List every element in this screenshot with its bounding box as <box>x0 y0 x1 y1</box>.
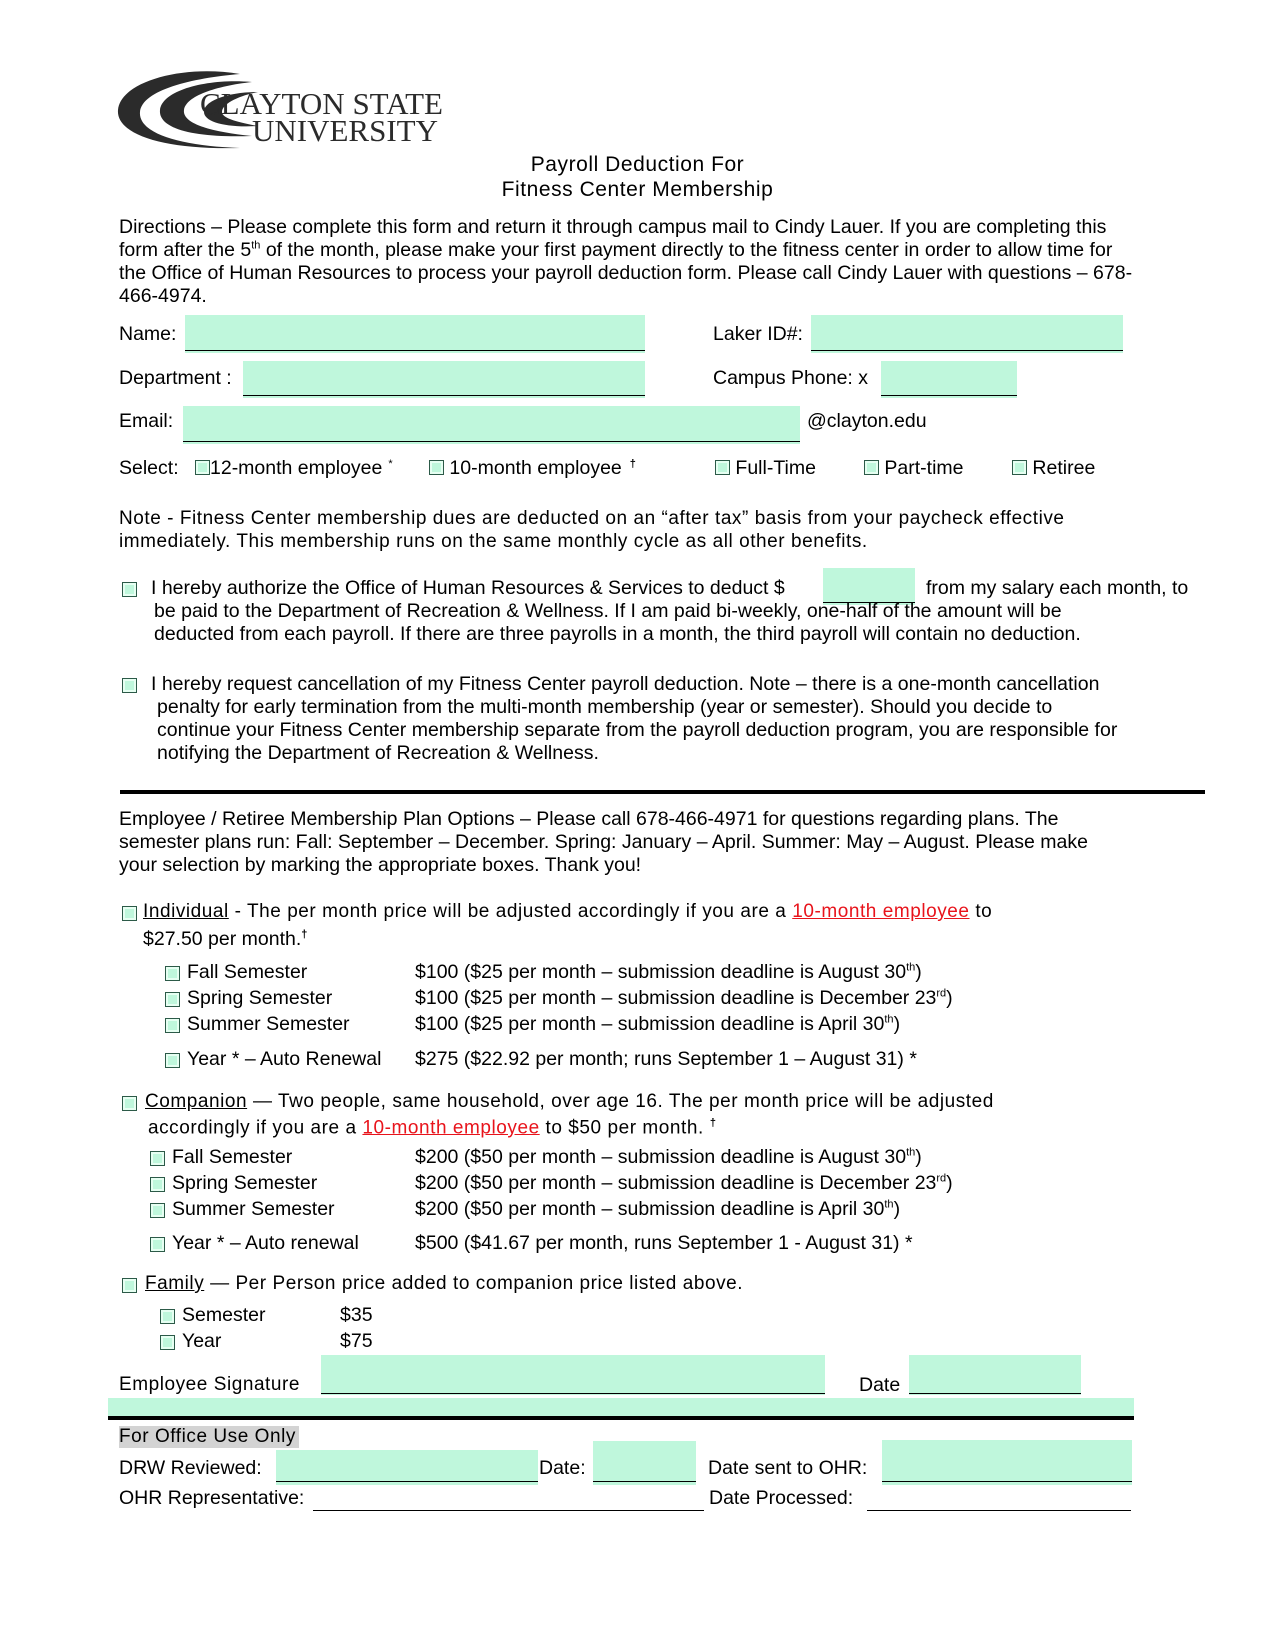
laker-id-input[interactable] <box>811 315 1123 353</box>
department-label: Department : <box>119 367 232 389</box>
companion-summer-label: Summer Semester <box>172 1198 335 1220</box>
department-underline <box>243 395 645 396</box>
form-title-line2: Fitness Center Membership <box>501 178 774 201</box>
checkbox-icon[interactable] <box>864 460 879 475</box>
drw-date-input[interactable] <box>593 1441 696 1485</box>
signature-input[interactable] <box>321 1355 825 1395</box>
individual-spring-checkbox[interactable] <box>165 992 180 1007</box>
individual-summer-checkbox[interactable] <box>165 1018 180 1033</box>
price-end: ) <box>915 961 922 983</box>
option-retiree[interactable] <box>1012 457 1095 480</box>
option-12-month-label: 12-month employee <box>210 457 383 479</box>
drw-reviewed-underline <box>276 1481 538 1482</box>
companion-spring-checkbox[interactable] <box>150 1177 165 1192</box>
individual-name: Individual <box>143 901 229 922</box>
laker-id-label: Laker ID#: <box>713 323 803 345</box>
family-text: — Per Person price added to companion price listed above. <box>204 1273 744 1294</box>
directions-line <box>119 239 1112 262</box>
option-10-month[interactable] <box>429 457 636 480</box>
family-year-price: $75 <box>340 1330 373 1352</box>
directions-text: form after the 5 <box>119 239 252 261</box>
individual-text: - The per month price will be adjusted accordingly if you are a <box>228 901 793 922</box>
individual-spring-label: Spring Semester <box>187 987 333 1009</box>
plans-intro-line: semester plans run: Fall: September – December. Spring: January – April. Summer: May – August. Please make <box>119 831 1088 853</box>
signature-underline <box>321 1393 825 1394</box>
price-end: ) <box>915 1146 922 1168</box>
companion-text: — Two people, same household, over age 16. The per month price will be adjusted <box>247 1091 994 1112</box>
individual-summer-price <box>415 1013 900 1036</box>
individual-text: to <box>969 901 993 922</box>
option-retiree-label: Retiree <box>1032 457 1096 479</box>
family-year-checkbox[interactable] <box>160 1335 175 1350</box>
companion-text: to $50 per month. <box>539 1117 704 1139</box>
drw-reviewed-input[interactable] <box>276 1450 538 1485</box>
signature-date-input[interactable] <box>909 1355 1081 1395</box>
authorize-line: from my salary each month, to <box>926 577 1189 599</box>
individual-price: $27.50 per month. <box>143 928 302 950</box>
signature-date-label: Date <box>859 1374 901 1396</box>
individual-year-label: Year * – Auto Renewal <box>187 1048 382 1070</box>
drw-date-underline <box>593 1481 696 1482</box>
family-year-label: Year <box>182 1330 222 1352</box>
signature-date-underline <box>909 1393 1081 1394</box>
date-processed-label: Date Processed: <box>709 1487 854 1509</box>
price-end: ) <box>893 1198 901 1220</box>
signature-label: Employee Signature <box>119 1374 301 1395</box>
checkbox-icon[interactable] <box>429 460 444 475</box>
ohr-representative-underline[interactable] <box>313 1510 704 1511</box>
note-line: immediately. This membership runs on the same monthly cycle as all other benefits. <box>119 531 868 552</box>
dagger-mark: † <box>629 457 636 470</box>
office-heading: For Office Use Only <box>119 1426 299 1448</box>
individual-spring-price <box>415 987 953 1010</box>
price-end: ) <box>893 1013 901 1035</box>
cancel-line: penalty for early termination from the multi-month membership (year or semester). Should you decide to <box>157 696 1053 718</box>
companion-summer-price <box>415 1198 900 1221</box>
individual-line2 <box>143 928 307 951</box>
asterisk-mark: * <box>388 457 393 470</box>
logo-line2: UNIVERSITY <box>252 113 438 148</box>
companion-year-price <box>415 1232 913 1255</box>
option-12-month[interactable] <box>195 457 393 480</box>
directions-text: of the month, please make your first payment directly to the fitness center in order to allow time for <box>260 239 1113 261</box>
family-semester-label: Semester <box>182 1304 266 1326</box>
authorize-line: be paid to the Department of Recreation & Wellness. If I am paid bi-weekly, one-half of the amount will be <box>154 600 1062 622</box>
price-text: $200 ($50 per month – submission deadline is December 23 <box>415 1172 937 1194</box>
companion-checkbox[interactable] <box>122 1096 137 1111</box>
price-sup: th <box>906 1146 916 1159</box>
companion-name: Companion <box>145 1091 248 1112</box>
price-end: ) <box>946 987 953 1009</box>
individual-summer-label: Summer Semester <box>187 1013 350 1035</box>
companion-spring-price <box>415 1172 953 1195</box>
family-semester-price: $35 <box>340 1304 373 1326</box>
plans-intro-line: Employee / Retiree Membership Plan Options – Please call 678-466-4971 for questions regarding plans. The <box>119 808 1059 830</box>
price-text: $100 ($25 per month – submission deadline is August 30 <box>415 961 907 983</box>
directions-line: 466-4974. <box>119 285 207 307</box>
option-10-month-label: 10-month employee <box>449 457 622 479</box>
individual-checkbox[interactable] <box>122 906 137 921</box>
email-suffix: @clayton.edu <box>807 410 927 432</box>
department-input[interactable] <box>243 361 645 398</box>
cancel-line: notifying the Department of Recreation & Wellness. <box>157 742 599 764</box>
campus-phone-input[interactable] <box>881 361 1017 398</box>
family-checkbox[interactable] <box>122 1278 137 1293</box>
family-semester-checkbox[interactable] <box>160 1309 175 1324</box>
drw-date-label: Date: <box>539 1457 586 1479</box>
cancel-line: continue your Fitness Center membership separate from the payroll deduction program, you are responsible for <box>157 719 1118 741</box>
note-line: Note - Fitness Center membership dues are deducted on an “after tax” basis from your paycheck effective <box>119 508 1065 529</box>
authorize-line: deducted from each payroll. If there are three payrolls in a month, the third payroll will contain no deduction. <box>154 623 1081 645</box>
campus-phone-label: Campus Phone: x <box>713 367 869 389</box>
companion-fall-label: Fall Semester <box>172 1146 293 1168</box>
campus-phone-underline <box>881 395 1017 396</box>
companion-line2 <box>148 1117 716 1139</box>
individual-fall-checkbox[interactable] <box>165 966 180 981</box>
cancel-checkbox[interactable] <box>122 678 137 693</box>
option-full-time[interactable] <box>715 457 816 480</box>
checkbox-icon[interactable] <box>715 460 730 475</box>
price-sup: rd <box>936 987 947 1000</box>
price-text: $200 ($50 per month – submission deadline is August 30 <box>415 1146 907 1168</box>
companion-text: accordingly if you are a <box>148 1117 363 1139</box>
dagger-mark: † <box>301 928 308 941</box>
email-label: Email: <box>119 410 174 432</box>
companion-year-label: Year * – Auto renewal <box>172 1232 359 1254</box>
companion-fall-price <box>415 1146 922 1169</box>
authorize-checkbox[interactable] <box>122 582 137 597</box>
companion-year-checkbox[interactable] <box>150 1237 165 1252</box>
individual-fall-label: Fall Semester <box>187 961 308 983</box>
family-heading <box>145 1273 743 1295</box>
price-text: $200 ($50 per month – submission deadline is April 30 <box>415 1198 885 1220</box>
email-underline <box>183 441 800 442</box>
individual-fall-price <box>415 961 922 984</box>
name-underline <box>185 350 645 351</box>
price-text: $275 ($22.92 per month; runs September 1 – August 31) * <box>415 1048 917 1070</box>
companion-heading <box>145 1091 994 1113</box>
laker-id-underline <box>811 350 1123 351</box>
option-part-time[interactable] <box>864 457 964 480</box>
price-sup: rd <box>936 1172 947 1185</box>
plans-intro-line: your selection by marking the appropriate boxes. Thank you! <box>119 854 642 876</box>
price-sup: th <box>884 1013 894 1026</box>
price-text: $100 ($25 per month – submission deadline is April 30 <box>415 1013 885 1035</box>
option-full-time-label: Full-Time <box>735 457 816 479</box>
family-name: Family <box>145 1273 205 1294</box>
date-processed-underline[interactable] <box>867 1510 1131 1511</box>
date-sent-input[interactable] <box>882 1440 1132 1485</box>
option-part-time-label: Part-time <box>884 457 964 479</box>
name-label: Name: <box>119 323 177 345</box>
ohr-representative-label: OHR Representative: <box>119 1487 305 1509</box>
form-title-line1: Payroll Deduction For <box>530 153 745 176</box>
ten-month-link[interactable]: 10-month employee <box>362 1117 540 1139</box>
price-sup: th <box>884 1198 894 1211</box>
directions-sup: th <box>251 239 261 252</box>
companion-fall-checkbox[interactable] <box>150 1151 165 1166</box>
logo-line1: CLAYTON STATE <box>200 86 443 121</box>
directions-line: the Office of Human Resources to process your payroll deduction form. Please call Cindy Lauer with questions – 678- <box>119 262 1133 284</box>
section-divider <box>120 790 1205 794</box>
signature-band <box>108 1398 1134 1416</box>
drw-reviewed-label: DRW Reviewed: <box>119 1457 262 1479</box>
authorize-line: I hereby authorize the Office of Human Resources & Services to deduct $ <box>151 577 785 599</box>
companion-spring-label: Spring Semester <box>172 1172 318 1194</box>
select-label: Select: <box>119 457 179 479</box>
individual-year-checkbox[interactable] <box>165 1053 180 1068</box>
dagger-mark: † <box>709 1117 717 1129</box>
individual-heading <box>143 901 992 923</box>
ten-month-link[interactable]: 10-month employee <box>792 901 970 922</box>
checkbox-icon[interactable] <box>1012 460 1027 475</box>
companion-summer-checkbox[interactable] <box>150 1203 165 1218</box>
individual-year-price <box>415 1048 917 1071</box>
price-end: ) <box>946 1172 953 1194</box>
price-sup: th <box>906 961 916 974</box>
price-text: $500 ($41.67 per month, runs September 1 - August 31) * <box>415 1232 913 1254</box>
date-sent-label: Date sent to OHR: <box>708 1457 868 1479</box>
checkbox-icon[interactable] <box>195 460 210 475</box>
cancel-line: I hereby request cancellation of my Fitness Center payroll deduction. Note – there is a one-month cancellation <box>151 673 1100 695</box>
name-input[interactable] <box>185 315 645 353</box>
directions-line: Directions – Please complete this form and return it through campus mail to Cindy Lauer. If you are completing this <box>119 216 1107 238</box>
email-input[interactable] <box>183 406 800 444</box>
office-divider <box>108 1416 1134 1420</box>
price-text: $100 ($25 per month – submission deadline is December 23 <box>415 987 937 1009</box>
date-sent-underline <box>882 1481 1132 1482</box>
